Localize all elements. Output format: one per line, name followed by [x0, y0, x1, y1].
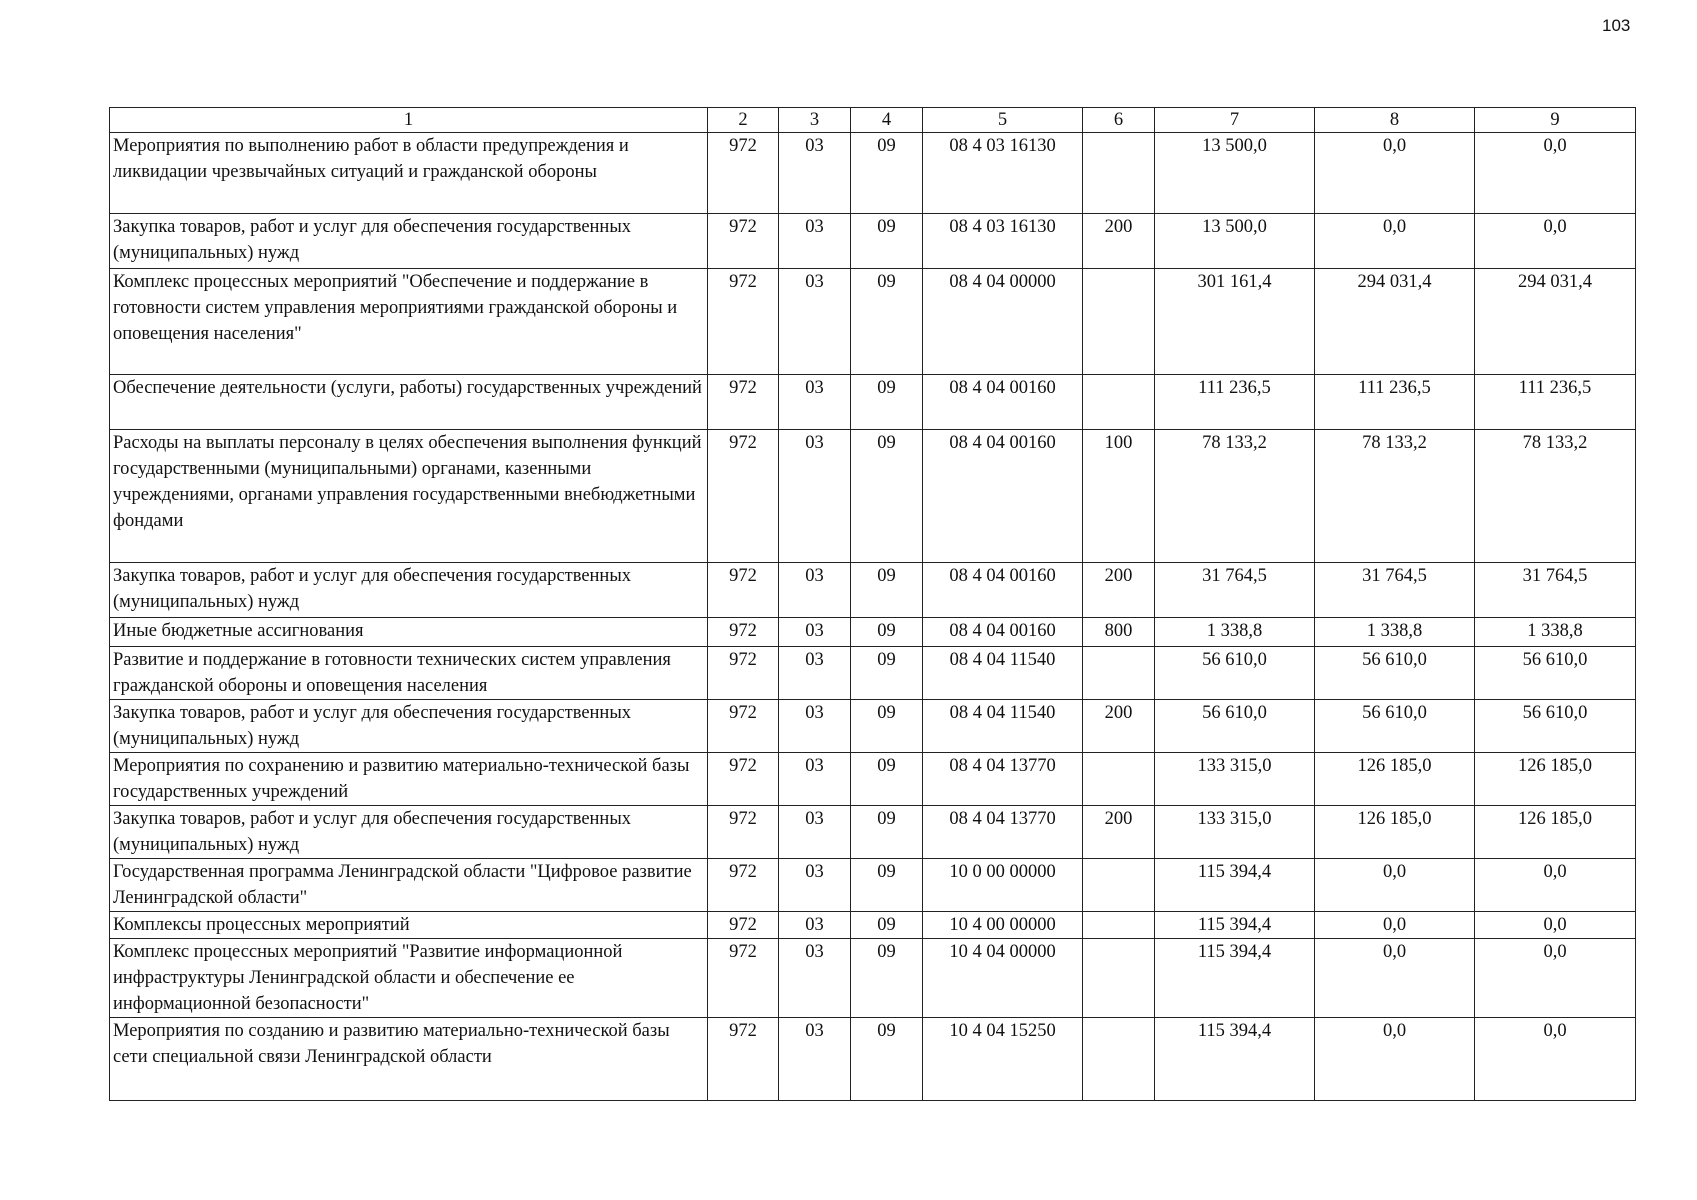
column-number: 8: [1315, 108, 1475, 133]
cell-amount-col8: 31 764,5: [1315, 563, 1475, 618]
cell-subsection: 09: [851, 859, 923, 912]
cell-expense-type: [1083, 375, 1155, 430]
cell-target-article: 08 4 04 00160: [923, 618, 1083, 647]
cell-target-article: 08 4 04 11540: [923, 700, 1083, 753]
cell-subsection: 09: [851, 618, 923, 647]
cell-target-article: 10 0 00 00000: [923, 859, 1083, 912]
cell-amount-col7: 13 500,0: [1155, 133, 1315, 214]
cell-expense-type: [1083, 939, 1155, 1018]
cell-section: 03: [779, 1018, 851, 1101]
cell-admin-code: 972: [708, 753, 779, 806]
cell-section: 03: [779, 700, 851, 753]
column-number: 5: [923, 108, 1083, 133]
cell-expense-type: [1083, 753, 1155, 806]
cell-section: 03: [779, 214, 851, 269]
cell-amount-col8: 0,0: [1315, 912, 1475, 939]
row-name: Комплексы процессных мероприятий: [110, 912, 708, 939]
cell-amount-col8: 56 610,0: [1315, 700, 1475, 753]
cell-target-article: 08 4 04 00000: [923, 269, 1083, 375]
row-name: Комплекс процессных мероприятий "Развитие информационной инфраструктуры Ленинградской области и обеспечение ее информационной безопасности": [110, 939, 708, 1018]
cell-admin-code: 972: [708, 859, 779, 912]
row-name: Закупка товаров, работ и услуг для обеспечения государственных (муниципальных) нужд: [110, 700, 708, 753]
table-row: [110, 647, 1636, 700]
cell-amount-col9: 0,0: [1475, 214, 1636, 269]
table-row: [110, 912, 1636, 939]
cell-amount-col7: 133 315,0: [1155, 806, 1315, 859]
cell-target-article: 10 4 04 15250: [923, 1018, 1083, 1101]
cell-section: 03: [779, 859, 851, 912]
column-number: 1: [110, 108, 708, 133]
cell-admin-code: 972: [708, 214, 779, 269]
header-row: [110, 108, 1636, 133]
table-row: [110, 375, 1636, 430]
cell-expense-type: [1083, 1018, 1155, 1101]
cell-admin-code: 972: [708, 700, 779, 753]
cell-subsection: 09: [851, 1018, 923, 1101]
cell-admin-code: 972: [708, 269, 779, 375]
cell-expense-type: [1083, 269, 1155, 375]
cell-section: 03: [779, 375, 851, 430]
cell-subsection: 09: [851, 133, 923, 214]
cell-amount-col8: 56 610,0: [1315, 647, 1475, 700]
cell-amount-col9: 126 185,0: [1475, 753, 1636, 806]
cell-expense-type: 100: [1083, 430, 1155, 563]
row-name: Развитие и поддержание в готовности технических систем управления гражданской обороны и оповещения населения: [110, 647, 708, 700]
row-name: Комплекс процессных мероприятий "Обеспечение и поддержание в готовности систем управления мероприятиями гражданской обороны и оповещения населения": [110, 269, 708, 375]
cell-amount-col8: 0,0: [1315, 1018, 1475, 1101]
cell-subsection: 09: [851, 214, 923, 269]
cell-subsection: 09: [851, 939, 923, 1018]
cell-admin-code: 972: [708, 430, 779, 563]
column-number: 4: [851, 108, 923, 133]
cell-expense-type: 800: [1083, 618, 1155, 647]
cell-amount-col7: 78 133,2: [1155, 430, 1315, 563]
cell-section: 03: [779, 912, 851, 939]
cell-amount-col9: 56 610,0: [1475, 700, 1636, 753]
cell-amount-col7: 1 338,8: [1155, 618, 1315, 647]
cell-section: 03: [779, 563, 851, 618]
cell-admin-code: 972: [708, 1018, 779, 1101]
column-number: 3: [779, 108, 851, 133]
table-row: [110, 700, 1636, 753]
cell-amount-col8: 0,0: [1315, 859, 1475, 912]
cell-admin-code: 972: [708, 647, 779, 700]
cell-admin-code: 972: [708, 806, 779, 859]
cell-amount-col8: 126 185,0: [1315, 753, 1475, 806]
table-row: [110, 133, 1636, 214]
cell-amount-col7: 56 610,0: [1155, 647, 1315, 700]
table-row: [110, 214, 1636, 269]
cell-expense-type: [1083, 859, 1155, 912]
cell-expense-type: [1083, 133, 1155, 214]
column-number: 6: [1083, 108, 1155, 133]
cell-amount-col8: 1 338,8: [1315, 618, 1475, 647]
row-name: Закупка товаров, работ и услуг для обеспечения государственных (муниципальных) нужд: [110, 806, 708, 859]
table-row: [110, 269, 1636, 375]
cell-amount-col9: 0,0: [1475, 133, 1636, 214]
cell-amount-col8: 126 185,0: [1315, 806, 1475, 859]
cell-amount-col8: 111 236,5: [1315, 375, 1475, 430]
cell-section: 03: [779, 430, 851, 563]
cell-subsection: 09: [851, 912, 923, 939]
row-name: Мероприятия по выполнению работ в области предупреждения и ликвидации чрезвычайных ситуаций и гражданской обороны: [110, 133, 708, 214]
cell-section: 03: [779, 133, 851, 214]
row-name: Государственная программа Ленинградской области "Цифровое развитие Ленинградской области": [110, 859, 708, 912]
cell-section: 03: [779, 939, 851, 1018]
cell-admin-code: 972: [708, 939, 779, 1018]
cell-target-article: 08 4 03 16130: [923, 133, 1083, 214]
cell-subsection: 09: [851, 700, 923, 753]
cell-amount-col8: 0,0: [1315, 214, 1475, 269]
budget-table: [109, 107, 1636, 1101]
cell-target-article: 08 4 04 11540: [923, 647, 1083, 700]
cell-amount-col9: 0,0: [1475, 912, 1636, 939]
cell-amount-col9: 78 133,2: [1475, 430, 1636, 563]
cell-expense-type: [1083, 912, 1155, 939]
cell-target-article: 08 4 04 00160: [923, 375, 1083, 430]
cell-amount-col7: 31 764,5: [1155, 563, 1315, 618]
row-name: Мероприятия по сохранению и развитию материально-технической базы государственных учреждений: [110, 753, 708, 806]
cell-amount-col9: 0,0: [1475, 859, 1636, 912]
cell-amount-col7: 301 161,4: [1155, 269, 1315, 375]
column-number: 9: [1475, 108, 1636, 133]
column-number: 7: [1155, 108, 1315, 133]
page-number: 103: [1602, 16, 1631, 35]
cell-admin-code: 972: [708, 133, 779, 214]
cell-amount-col7: 13 500,0: [1155, 214, 1315, 269]
cell-admin-code: 972: [708, 375, 779, 430]
cell-section: 03: [779, 618, 851, 647]
cell-amount-col9: 111 236,5: [1475, 375, 1636, 430]
cell-amount-col7: 115 394,4: [1155, 912, 1315, 939]
cell-target-article: 08 4 04 00160: [923, 430, 1083, 563]
cell-expense-type: [1083, 647, 1155, 700]
cell-admin-code: 972: [708, 912, 779, 939]
cell-amount-col7: 115 394,4: [1155, 1018, 1315, 1101]
row-name: Закупка товаров, работ и услуг для обеспечения государственных (муниципальных) нужд: [110, 214, 708, 269]
cell-subsection: 09: [851, 563, 923, 618]
cell-target-article: 08 4 04 13770: [923, 753, 1083, 806]
row-name: Обеспечение деятельности (услуги, работы) государственных учреждений: [110, 375, 708, 430]
column-number: 2: [708, 108, 779, 133]
cell-amount-col7: 115 394,4: [1155, 859, 1315, 912]
cell-expense-type: 200: [1083, 214, 1155, 269]
cell-amount-col9: 0,0: [1475, 1018, 1636, 1101]
cell-target-article: 10 4 00 00000: [923, 912, 1083, 939]
cell-expense-type: 200: [1083, 563, 1155, 618]
cell-subsection: 09: [851, 753, 923, 806]
cell-admin-code: 972: [708, 563, 779, 618]
cell-section: 03: [779, 806, 851, 859]
table-row: [110, 430, 1636, 563]
cell-target-article: 08 4 04 00160: [923, 563, 1083, 618]
cell-amount-col9: 126 185,0: [1475, 806, 1636, 859]
cell-amount-col9: 31 764,5: [1475, 563, 1636, 618]
table-row: [110, 753, 1636, 806]
cell-subsection: 09: [851, 806, 923, 859]
cell-subsection: 09: [851, 375, 923, 430]
cell-amount-col9: 56 610,0: [1475, 647, 1636, 700]
table-row: [110, 859, 1636, 912]
cell-expense-type: 200: [1083, 806, 1155, 859]
cell-expense-type: 200: [1083, 700, 1155, 753]
cell-amount-col9: 1 338,8: [1475, 618, 1636, 647]
row-name: Закупка товаров, работ и услуг для обеспечения государственных (муниципальных) нужд: [110, 563, 708, 618]
row-name: Иные бюджетные ассигнования: [110, 618, 708, 647]
cell-section: 03: [779, 647, 851, 700]
cell-target-article: 08 4 04 13770: [923, 806, 1083, 859]
table-row: [110, 618, 1636, 647]
cell-target-article: 10 4 04 00000: [923, 939, 1083, 1018]
cell-target-article: 08 4 03 16130: [923, 214, 1083, 269]
cell-subsection: 09: [851, 647, 923, 700]
row-name: Расходы на выплаты персоналу в целях обеспечения выполнения функций государственными (муниципальными) органами, казенными учреждениями, органами управления государственными внебюджетными фондами: [110, 430, 708, 563]
table-row: [110, 563, 1636, 618]
cell-admin-code: 972: [708, 618, 779, 647]
cell-section: 03: [779, 269, 851, 375]
cell-subsection: 09: [851, 430, 923, 563]
row-name: Мероприятия по созданию и развитию материально-технической базы сети специальной связи Ленинградской области: [110, 1018, 708, 1101]
table-row: [110, 939, 1636, 1018]
cell-section: 03: [779, 753, 851, 806]
cell-amount-col7: 56 610,0: [1155, 700, 1315, 753]
cell-amount-col8: 294 031,4: [1315, 269, 1475, 375]
table-row: [110, 1018, 1636, 1101]
cell-amount-col9: 0,0: [1475, 939, 1636, 1018]
cell-amount-col8: 0,0: [1315, 133, 1475, 214]
cell-amount-col8: 78 133,2: [1315, 430, 1475, 563]
table-row: [110, 806, 1636, 859]
cell-amount-col7: 111 236,5: [1155, 375, 1315, 430]
cell-amount-col8: 0,0: [1315, 939, 1475, 1018]
cell-amount-col9: 294 031,4: [1475, 269, 1636, 375]
cell-subsection: 09: [851, 269, 923, 375]
cell-amount-col7: 115 394,4: [1155, 939, 1315, 1018]
cell-amount-col7: 133 315,0: [1155, 753, 1315, 806]
